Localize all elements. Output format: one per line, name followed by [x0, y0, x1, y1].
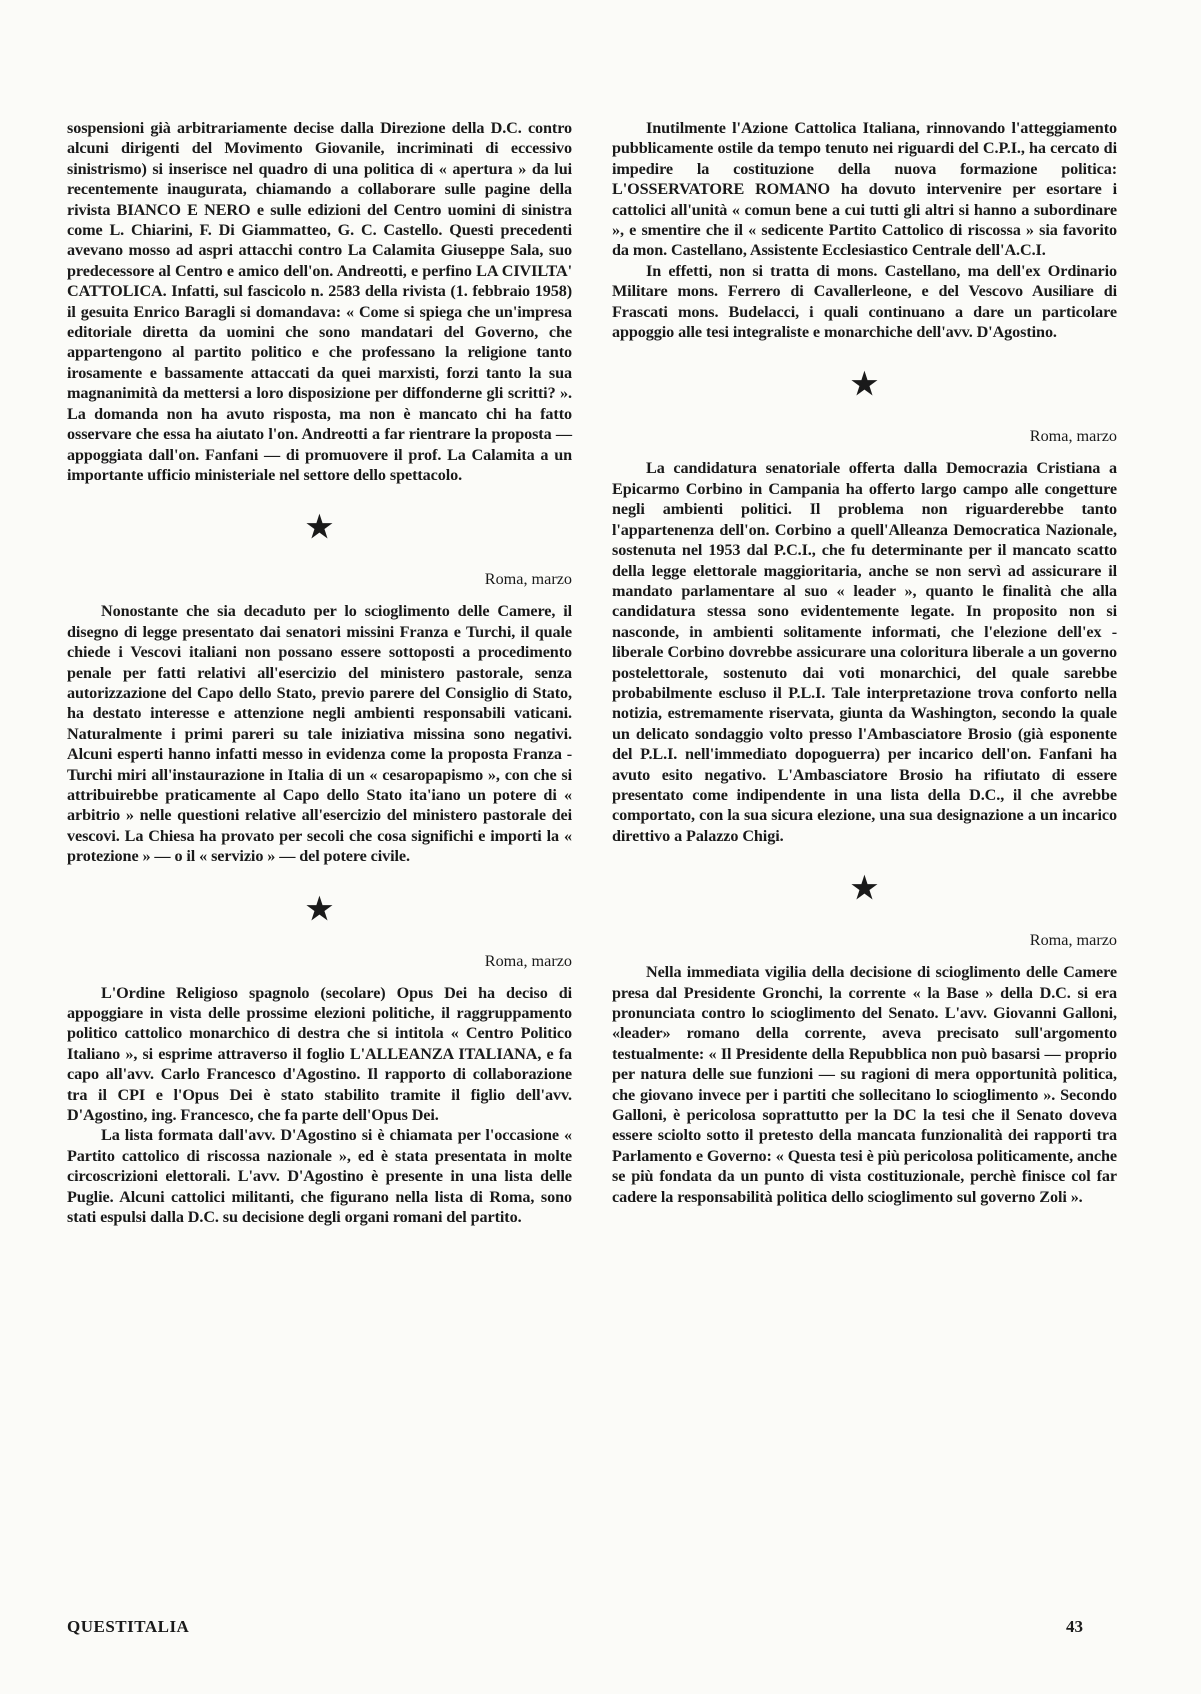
page-number: 43: [1066, 1617, 1083, 1636]
section-star-separator: ★: [306, 511, 333, 545]
right-column: [612, 118, 1117, 1207]
section-star-separator: ★: [851, 368, 878, 402]
article-paragraph: L'Ordine Religioso spagnolo (secolare) Opus Dei ha deciso di appoggiare in vista delle prossime elezioni politiche, il raggruppamento politico cattolico monarchico di destra che si intitola « Centro Politico Italiano », si esprime attraverso il foglio L'ALLEANZA ITALIANA, e fa capo all'avv. Carlo Francesco d'Agostino. Il rapporto di collaborazione tra il CPI e l'Opus Dei è stato stabilito tramite il figlio dell'avv. D'Agostino, ing. Francesco, che fa parte dell'Opus Dei.: [67, 983, 572, 1125]
left-column: [67, 118, 572, 1227]
article-paragraph: La lista formata dall'avv. D'Agostino si è chiamata per l'occasione « Partito cattolico di riscossa nazionale », ed è stata presentata in molte circoscrizioni elettorali. L'avv. D'Agostino è presente in una lista delle Puglie. Alcuni cattolici militanti, che figurano nella lista di Roma, sono stati espulsi dalla D.C. su decisione degli organi romani del partito.: [67, 1126, 572, 1227]
article-paragraph: Nella immediata vigilia della decisione di scioglimento delle Camere presa dal Presidente Gronchi, la corrente « la Base » della D.C. si era pronunciata contro lo scioglimento del Senato. L'avv. Giovanni Galloni, «leader» romano della corrente, aveva precisato sull'argomento testualmente: « Il Presidente della Repubblica non può basarsi — proprio per natura delle sue funzioni — su ragioni di mera opportunità politica, che giovano invece per i partiti che sollecitano lo scioglimento ». Secondo Galloni, è pericolosa soprattutto per la DC la tesi che il Senato doveva essere sciolto sotto il pretesto della mancata funzionalità dei rapporti tra Parlamento e Governo: « Questa tesi è più pericolosa politicamente, anche se più fondata da un punto di vista costituzionale, perchè finisce col far cadere la responsabilità politica dello scioglimento sul governo Zoli ».: [612, 963, 1117, 1206]
dateline: Roma, marzo: [484, 570, 572, 589]
article-paragraph: In effetti, non si tratta di mons. Castellano, ma dell'ex Ordinario Militare mons. Ferrero di Cavallerleone, e del Vescovo Ausiliare di Frascati mons. Budelacci, i quali continuano a dare un particolare appoggio alle tesi integraliste e monarchiche dell'avv. D'Agostino.: [612, 261, 1117, 342]
article-paragraph: La candidatura senatoriale offerta dalla Democrazia Cristiana a Epicarmo Corbino in Campania ha offerto largo campo alle congetture negli ambienti politici. Il problema non riguarderebbe tanto l'appartenenza dell'on. Corbino a quell'Alleanza Democratica Nazionale, sostenuta nel 1953 dal P.C.I., che fu determinante per il mancato scatto della legge elettorale maggioritaria, anche se non servì ad assicurare il mandato parlamentare al suo « leader », quanto le finalità che alla candidatura stessa sono evidentemente legate. In proposito non si nasconde, in ambienti solitamente informati, che l'elezione dell'ex - liberale Corbino dovrebbe assicurare una coloritura liberale a un governo postelettorale, sostenuto dai voti monarchici, del quale sarebbe probabilmente escluso il P.L.I. Tale interpretazione trova conforto nella notizia, estremamente riservata, giunta da Washington, secondo la quale un delicato sondaggio volto presso l'Ambasciatore Brosio (già esponente del P.L.I. nell'immediato dopoguerra) per incarico dell'on. Fanfani ha avuto esito negativo. L'Ambasciatore Brosio ha rifiutato di essere presentato come indipendente in una lista della D.C., il che avrebbe comportato, con la sua sicura elezione, una sua designazione a un incarico direttivo a Palazzo Chigi.: [612, 459, 1117, 845]
publication-name: QUESTITALIA: [67, 1617, 190, 1636]
dateline: Roma, marzo: [1029, 427, 1117, 446]
dateline: Roma, marzo: [1029, 931, 1117, 950]
article-paragraph: Nonostante che sia decaduto per lo scioglimento delle Camere, il disegno di legge presentato dai senatori missini Franza e Turchi, il quale chiede i Vescovi italiani non possano essere sottoposti a procedimento penale per fatti relativi all'esercizio del ministero pastorale, senza autorizzazione del Capo dello Stato, previo parere del Consiglio di Stato, ha destato interesse e attenzione negli ambienti responsabili vaticani. Naturalmente i primi pareri su tale iniziativa missina sono negativi. Alcuni esperti hanno infatti messo in evidenza come la proposta Franza - Turchi miri all'instaurazione in Italia di un « cesaropapismo », con che si attribuirebbe praticamente al Capo dello Stato ita'iano un potere di « arbitrio » nelle questioni relative all'esercizio del ministero pastorale dei vescovi. La Chiesa ha provato per secoli che cosa significhi e importi la « protezione » — o il « servizio » — del potere civile.: [67, 602, 572, 866]
section-star-separator: ★: [851, 872, 878, 906]
dateline: Roma, marzo: [484, 951, 572, 970]
article-paragraph: Inutilmente l'Azione Cattolica Italiana, rinnovando l'atteggiamento pubblicamente ostile da tempo tenuto nei riguardi del C.P.I., ha cercato di impedire la costituzione della nuova formazione politica: L'OSSERVATORE ROMANO ha dovuto intervenire per esortare i cattolici all'unità « comun bene a cui tutti gli altri si hanno a subordinare », e smentire che il « sedicente Partito Cattolico di riscossa » sia favorito da mon. Castellano, Assistente Ecclesiastico Centrale dell'A.C.I.: [612, 119, 1117, 260]
section-star-separator: ★: [306, 892, 333, 926]
article-paragraph: sospensioni già arbitrariamente decise dalla Direzione della D.C. contro alcuni dirigenti del Movimento Giovanile, incriminati di eccessivo sinistrismo) si inserisce nel quadro di una politica di « apertura » da lui recentemente inaugurata, chiamando a collaborare sulle pagine della rivista BIANCO E NERO e sulle edizioni del Centro uomini di sinistra come L. Chiarini, F. Di Giammatteo, G. C. Castello. Questi precedenti avevano mosso ad aspri attacchi contro La Calamita Giuseppe Sala, suo predecessore al Centro e amico dell'on. Andreotti, e perfino LA CIVILTA' CATTOLICA. Infatti, sul fascicolo n. 2583 della rivista (1. febbraio 1958) il gesuita Enrico Baragli si domandava: « Come si spiega che un'impresa editoriale diretta da uomini che sono mandatari del Governo, che appartengono al partito politico e che professano la religione tanto irosamente e bassamente attaccati da quei marxisti, forzi tanto la sua magnanimità da mettersi a loro disposizione per diffonderne gli scritti? ». La domanda non ha avuto risposta, ma non è mancato chi ha fatto osservare che essa ha aiutato l'on. Andreotti a far rientrare la proposta — appoggiata dall'on. Fanfani — di promuovere il prof. La Calamita a un importante ufficio ministeriale nel settore dello spettacolo.: [67, 119, 572, 484]
